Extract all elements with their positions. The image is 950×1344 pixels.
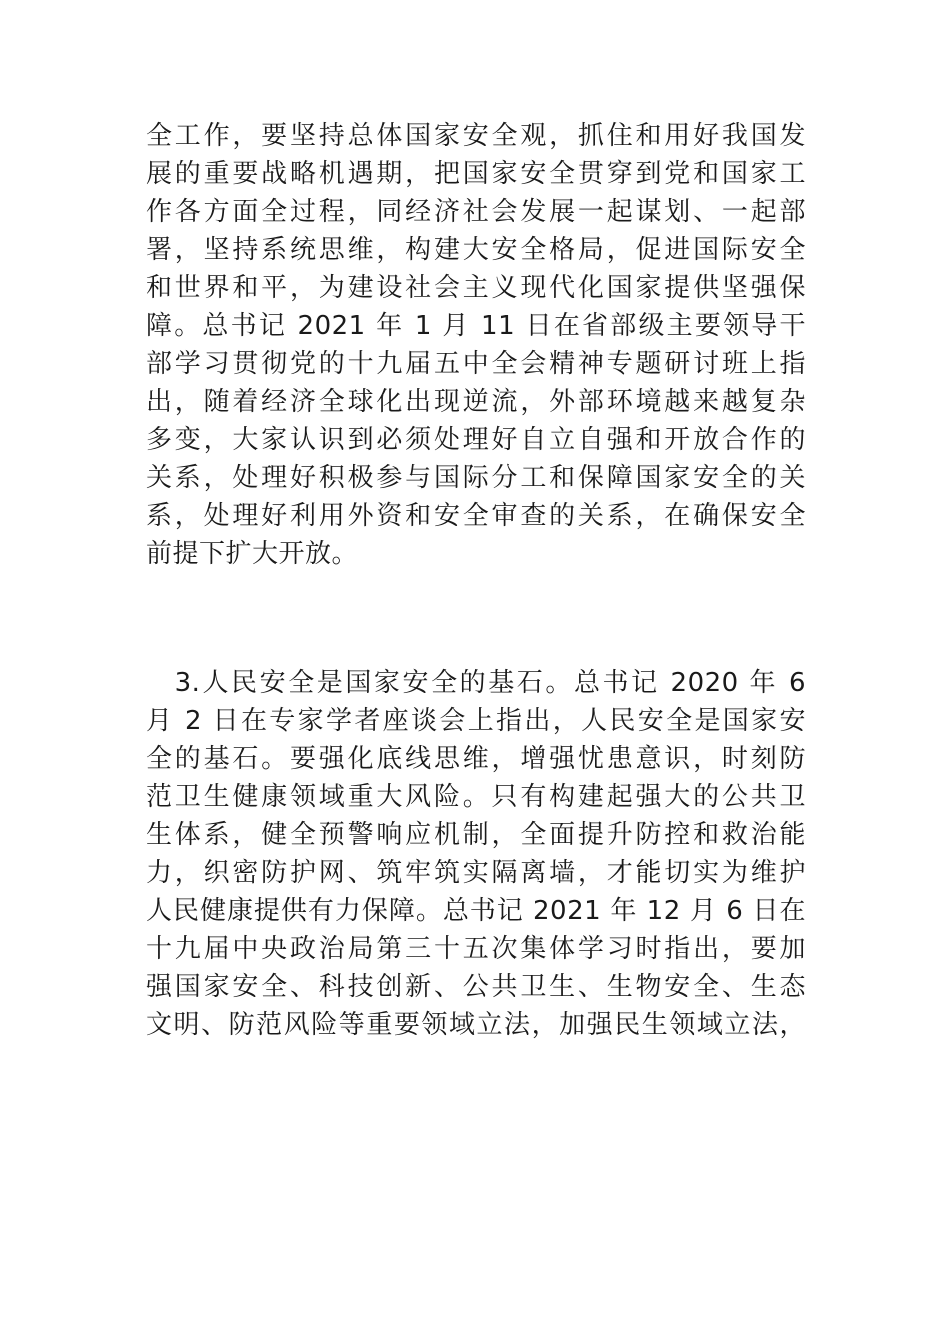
text-line: 3.人民安全是国家安全的基石。总书记 2020 年 6	[146, 668, 806, 698]
text-line: 和世界和平，为建设社会主义现代化国家提供坚强保	[146, 273, 806, 303]
text-line: 多变，大家认识到必须处理好自立自强和开放合作的	[146, 425, 806, 455]
text-line: 强国家安全、科技创新、公共卫生、生物安全、生态	[146, 972, 806, 1002]
text-line: 署，坚持系统思维，构建大安全格局，促进国际安全	[146, 235, 806, 265]
text-line: 障。总书记 2021 年 1 月 11 日在省部级主要领导干	[146, 311, 806, 341]
text-line: 出，随着经济全球化出现逆流，外部环境越来越复杂	[146, 387, 806, 417]
text-line: 前提下扩大开放。	[146, 539, 359, 569]
text-line: 范卫生健康领域重大风险。只有构建起强大的公共卫	[146, 782, 806, 812]
text-line: 月 2 日在专家学者座谈会上指出，人民安全是国家安	[146, 706, 806, 736]
text-line: 全工作，要坚持总体国家安全观，抓住和用好我国发	[146, 121, 806, 151]
text-line: 关系，处理好积极参与国际分工和保障国家安全的关	[146, 463, 806, 493]
text-line: 全的基石。要强化底线思维，增强忧患意识，时刻防	[146, 744, 806, 774]
text-line: 力，织密防护网、筑牢筑实隔离墙，才能切实为维护	[146, 858, 806, 888]
text-line: 十九届中央政治局第三十五次集体学习时指出，要加	[146, 934, 806, 964]
text-line: 人民健康提供有力保障。总书记 2021 年 12 月 6 日在	[146, 896, 806, 926]
paragraph-people-security	[146, 664, 806, 1044]
text-line: 展的重要战略机遇期，把国家安全贯穿到党和国家工	[146, 159, 806, 189]
paragraph-national-security-overview	[146, 117, 806, 573]
text-line: 部学习贯彻党的十九届五中全会精神专题研讨班上指	[146, 349, 806, 379]
text-line: 系，处理好利用外资和安全审查的关系，在确保安全	[146, 501, 806, 531]
text-line: 文明、防范风险等重要领域立法，加强民生领域立法，	[146, 1010, 806, 1040]
text-line: 生体系，健全预警响应机制，全面提升防控和救治能	[146, 820, 806, 850]
text-line: 作各方面全过程，同经济社会发展一起谋划、一起部	[146, 197, 806, 227]
